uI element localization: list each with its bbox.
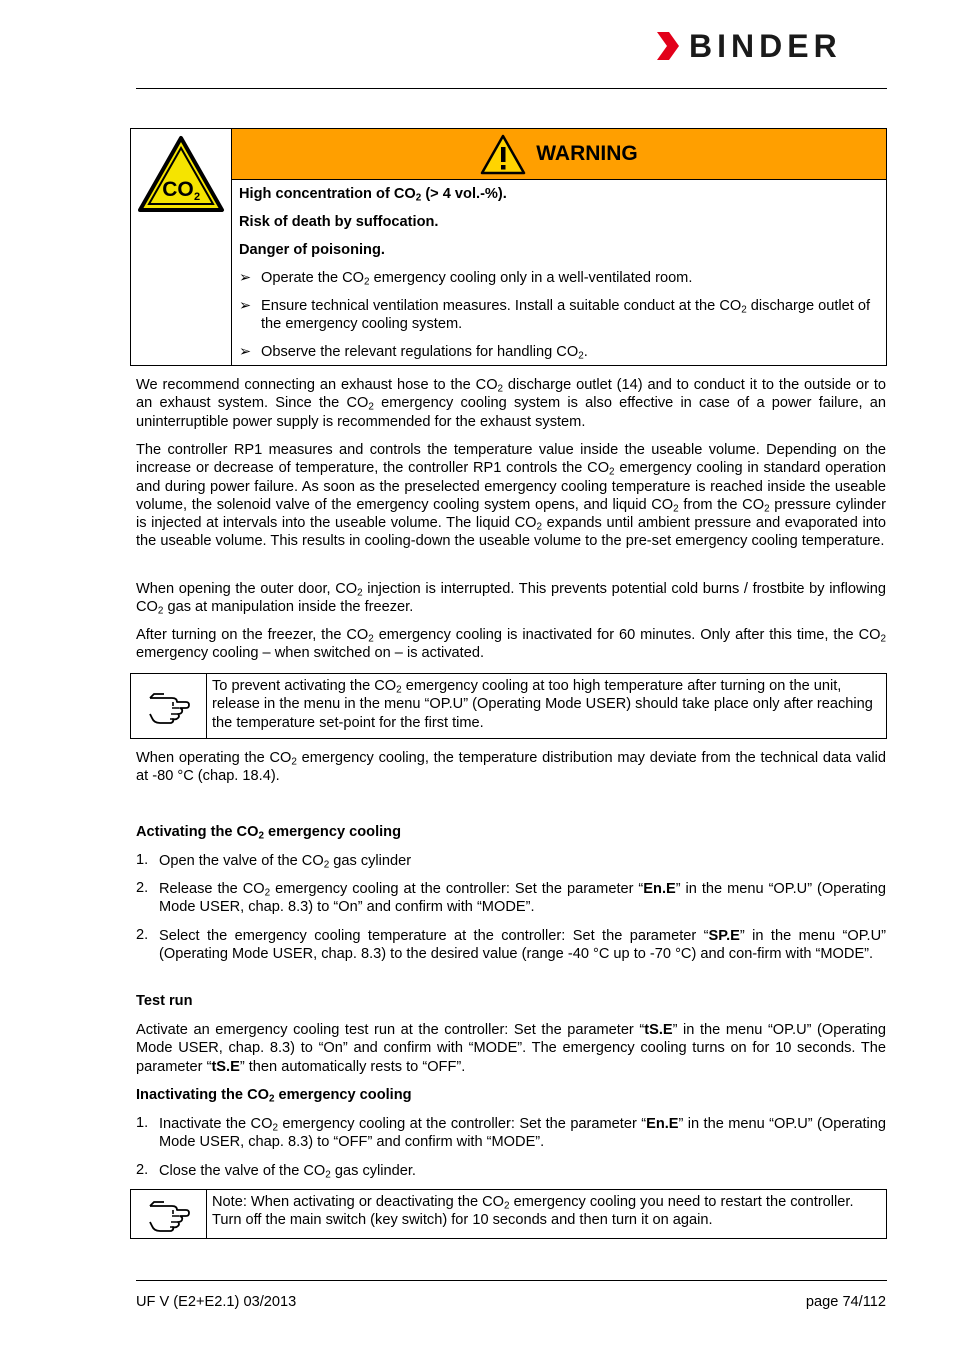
heading-inactivating: Inactivating the $CO_2$ emergency cooling [136, 1087, 412, 1105]
paragraph-exhaust-hose: We recommend connecting an exhaust hose to the $CO_2$ discharge outlet (14) and to conduct it to the outside or to an exhaust system. Since the $CO_2$ emergency cooling system is also effective in case of a power failure, an uninterruptible power supply is recommended for the exhaust system. [136, 377, 886, 430]
paragraph-controller-rp1: The controller RP1 measures and controls the temperature value inside the useable volume. Depending on the increase or decrease of temperature, the controller RP1 controls the $CO_2$ emergency cooling in standard operation and during power failure. As soon as the preselected emergency cooling temperature is reached inside the useable volume, the solenoid valve of the emergency cooling system opens, and liquid $CO_2$ from the $CO_2$ pressure cylinder is injected at intervals into the useable volume. The liquid $CO_2$ expands until ambient pressure and evaporated into the useable volume. This results in cooling-down the useable volume to the pre-set emergency cooling temperature. [136, 442, 886, 550]
binder-arrow-icon [655, 30, 681, 62]
heading-test-run: Test run [136, 993, 193, 1009]
footer-document-id: UF V (E2+E2.1) 03/2013 [136, 1294, 297, 1310]
co2-hazard-icon [137, 135, 225, 213]
list-item-activate-2: 2. Release the $CO_2$ emergency cooling at the controller: Set the parameter “En.E” in the menu “OP.U” (Operating Mode USER, chap. 8.3) to “On” and confirm with “MODE”. [136, 880, 886, 916]
warning-bullet-ventilation: ➢ Ensure technical ventilation measures. Install a suitable conduct at the $CO_2$ discharge outlet of the emergency cooling system. [239, 297, 871, 332]
note-text-release: To prevent activating the $CO_2$ emergency cooling at too high temperature after turning on the unit, release in the menu in the menu “OP.U” (Operating Mode USER) should take place only after reaching the temperature set-point for the first time. [212, 678, 873, 731]
heading-activating: Activating the $CO_2$ emergency cooling [136, 824, 402, 842]
note-box-restart [130, 1189, 887, 1239]
pointing-hand-icon [146, 686, 192, 726]
co2-symbol-cell [131, 129, 232, 366]
co2-symbol-text: CO [162, 178, 194, 201]
note-cell-icon [131, 674, 207, 738]
bullet-arrow-icon: ➢ [239, 343, 252, 360]
paragraph-outer-door: When opening the outer door, $CO_2$ injection is interrupted. This prevents potential cold burns / frostbite by inflowing $CO_2$ gas at manipulation inside the freezer. [136, 581, 886, 617]
warning-line-concentration: High concentration of $CO_2$ (> 4 vol.-%). [239, 185, 507, 203]
binder-logo [655, 28, 842, 64]
warning-line-suffocation: Risk of death by suffocation. [239, 213, 439, 230]
list-item-inactivate-1: 1. Inactivate the $CO_2$ emergency cooling at the controller: Set the parameter “En.E” in the menu “OP.U” (Operating Mode USER, chap. 8.3) to “OFF” and confirm with “MODE”. [136, 1115, 886, 1151]
list-item-activate-3: 2. Select the emergency cooling temperature at the controller: Set the parameter “SP.E” in the menu “OP.U” (Operating Mode USER, chap. 8.3) to the desired value (range -40 °C up to -70 °C) and con-firm with “MODE”. [136, 927, 887, 963]
paragraph-test-run: Activate an emergency cooling test run at the controller: Set the parameter “tS.E” in the menu “OP.U” (Operating Mode USER, chap. 8.3) to “On” and confirm with “MODE”. The emergency cooling turns on for 10 seconds. The parameter “tS.E” then automatically rests to “OFF”. [136, 1022, 886, 1075]
note-box-release [130, 673, 887, 739]
warning-box [130, 128, 887, 366]
warning-line-poisoning: Danger of poisoning. [239, 241, 385, 258]
footer-rule [136, 1280, 887, 1281]
co2-symbol-sub: 2 [193, 191, 201, 203]
warning-header [232, 129, 887, 180]
header-rule [136, 88, 887, 89]
brand-name: BINDER [689, 27, 842, 64]
warning-bullet-regulations: ➢ Observe the relevant regulations for handling $CO_2$. [239, 343, 588, 361]
note-text-restart: Note: When activating or deactivating the $CO_2$ emergency cooling you need to restart the controller. Turn off the main switch (key switch) for 10 seconds and then turn it on again. [212, 1194, 854, 1229]
warning-title: WARNING [536, 141, 638, 165]
pointing-hand-icon [146, 1194, 192, 1234]
bullet-arrow-icon: ➢ [239, 269, 252, 286]
footer-page-number: page 74/112 [805, 1294, 886, 1310]
bullet-arrow-icon: ➢ [239, 297, 252, 314]
warning-bullet-ventilated: ➢ Operate the $CO_2$ emergency cooling only in a well-ventilated room. [239, 269, 693, 287]
warning-triangle-icon [480, 133, 526, 175]
paragraph-inactivated-60min: After turning on the freezer, the $CO_2$ emergency cooling is inactivated for 60 minutes. Only after this time, the $CO_2$ emergency cooling – when switched on – is activated. [136, 627, 886, 662]
note-cell-icon [131, 1190, 207, 1238]
warning-content [232, 179, 887, 365]
paragraph-temperature-distribution: When operating the $CO_2$ emergency cooling, the temperature distribution may deviate from the technical data valid at -80 °C (chap. 18.4). [136, 750, 886, 785]
list-item-inactivate-2: 2. Close the valve of the $CO_2$ gas cylinder. [136, 1162, 416, 1181]
list-item-activate-1: 1. Open the valve of the $CO_2$ gas cylinder [136, 852, 412, 871]
